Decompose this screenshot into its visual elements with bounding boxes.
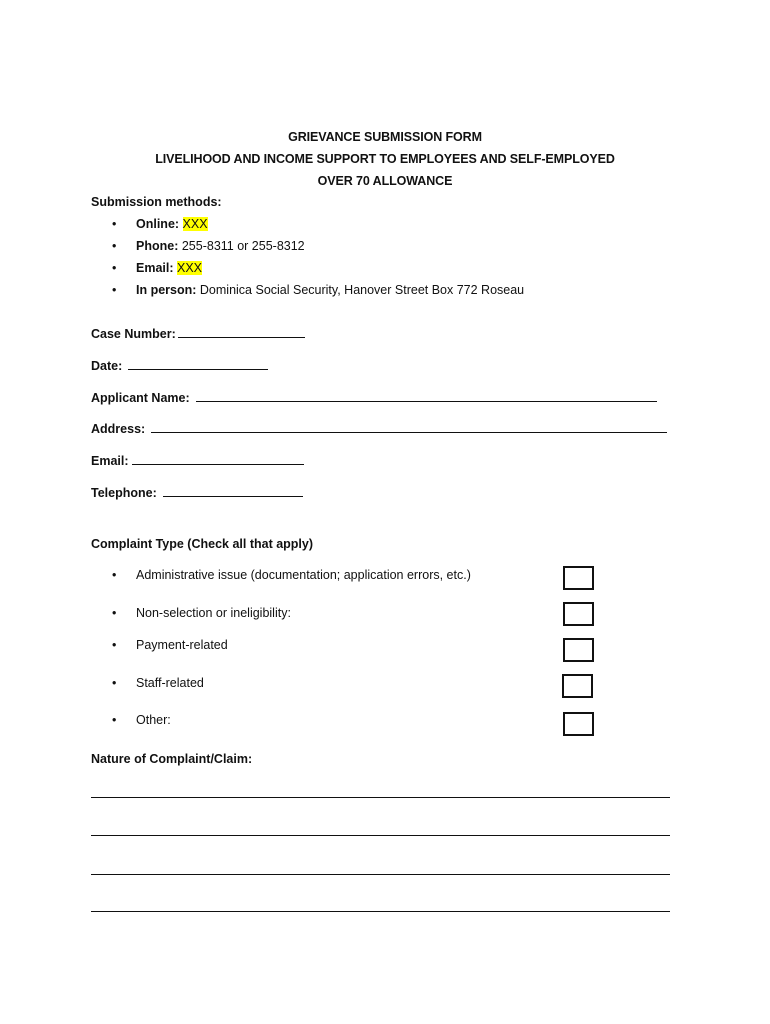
form-subtitle-line1: LIVELIHOOD AND INCOME SUPPORT TO EMPLOYEES AND SELF-EMPLOYED <box>155 152 615 166</box>
applicant-name-blank[interactable] <box>196 391 657 402</box>
checkbox-payment[interactable] <box>563 638 594 662</box>
nature-of-complaint-heading: Nature of Complaint/Claim: <box>91 752 253 766</box>
complaint-option-payment <box>112 638 228 652</box>
applicant-name-field <box>91 391 657 405</box>
submission-methods-heading: Submission methods: <box>91 195 222 209</box>
bullet-icon: • <box>112 283 117 297</box>
bullet-icon: • <box>112 568 117 582</box>
complaint-option-other <box>112 713 171 727</box>
bullet-icon: • <box>112 261 117 275</box>
checkbox-staff[interactable] <box>562 674 593 698</box>
method-label: Email: <box>136 261 174 275</box>
telephone-label: Telephone: <box>91 486 157 500</box>
complaint-option-label: Administrative issue (documentation; application errors, etc.) <box>136 568 471 582</box>
method-in-person <box>112 283 524 297</box>
nature-writing-line[interactable] <box>91 835 670 836</box>
method-online <box>112 217 208 231</box>
address-label: Address: <box>91 422 146 436</box>
method-email <box>112 261 202 275</box>
bullet-icon: • <box>112 676 117 690</box>
complaint-option-administrative <box>112 568 471 582</box>
nature-writing-line[interactable] <box>91 911 670 912</box>
case-number-field <box>91 327 305 341</box>
address-field <box>91 422 667 436</box>
date-label: Date: <box>91 359 123 373</box>
complaint-type-heading: Complaint Type (Check all that apply) <box>91 537 314 551</box>
method-label: In person: <box>136 283 197 297</box>
method-value-highlighted: XXX <box>182 217 208 231</box>
complaint-option-staff <box>112 676 204 690</box>
form-title: GRIEVANCE SUBMISSION FORM <box>288 130 482 144</box>
applicant-name-label: Applicant Name: <box>91 391 190 405</box>
checkbox-administrative[interactable] <box>563 566 594 590</box>
method-phone <box>112 239 305 253</box>
email-label: Email: <box>91 454 129 468</box>
complaint-option-label: Payment-related <box>136 638 228 652</box>
method-value: 255-8311 or 255-8312 <box>181 239 305 253</box>
telephone-blank[interactable] <box>163 486 303 497</box>
complaint-option-non-selection <box>112 606 291 620</box>
method-label: Phone: <box>136 239 179 253</box>
case-number-blank[interactable] <box>178 327 305 338</box>
method-value: Dominica Social Security, Hanover Street Box 772 Roseau <box>199 283 525 297</box>
email-field <box>91 454 304 468</box>
checkbox-other[interactable] <box>563 712 594 736</box>
telephone-field <box>91 486 303 500</box>
nature-writing-line[interactable] <box>91 874 670 875</box>
complaint-option-label: Other: <box>136 713 171 727</box>
address-blank[interactable] <box>151 422 667 433</box>
date-field <box>91 359 268 373</box>
email-blank[interactable] <box>132 454 304 465</box>
bullet-icon: • <box>112 606 117 620</box>
case-number-label: Case Number: <box>91 327 176 341</box>
bullet-icon: • <box>112 638 117 652</box>
bullet-icon: • <box>112 239 117 253</box>
method-value-highlighted: XXX <box>177 261 203 275</box>
bullet-icon: • <box>112 713 117 727</box>
date-blank[interactable] <box>128 359 268 370</box>
checkbox-non-selection[interactable] <box>563 602 594 626</box>
bullet-icon: • <box>112 217 117 231</box>
complaint-option-label: Staff-related <box>136 676 204 690</box>
form-subtitle-line2: OVER 70 ALLOWANCE <box>317 174 453 188</box>
complaint-option-label: Non-selection or ineligibility: <box>136 606 291 620</box>
method-label: Online: <box>136 217 180 231</box>
nature-writing-line[interactable] <box>91 797 670 798</box>
